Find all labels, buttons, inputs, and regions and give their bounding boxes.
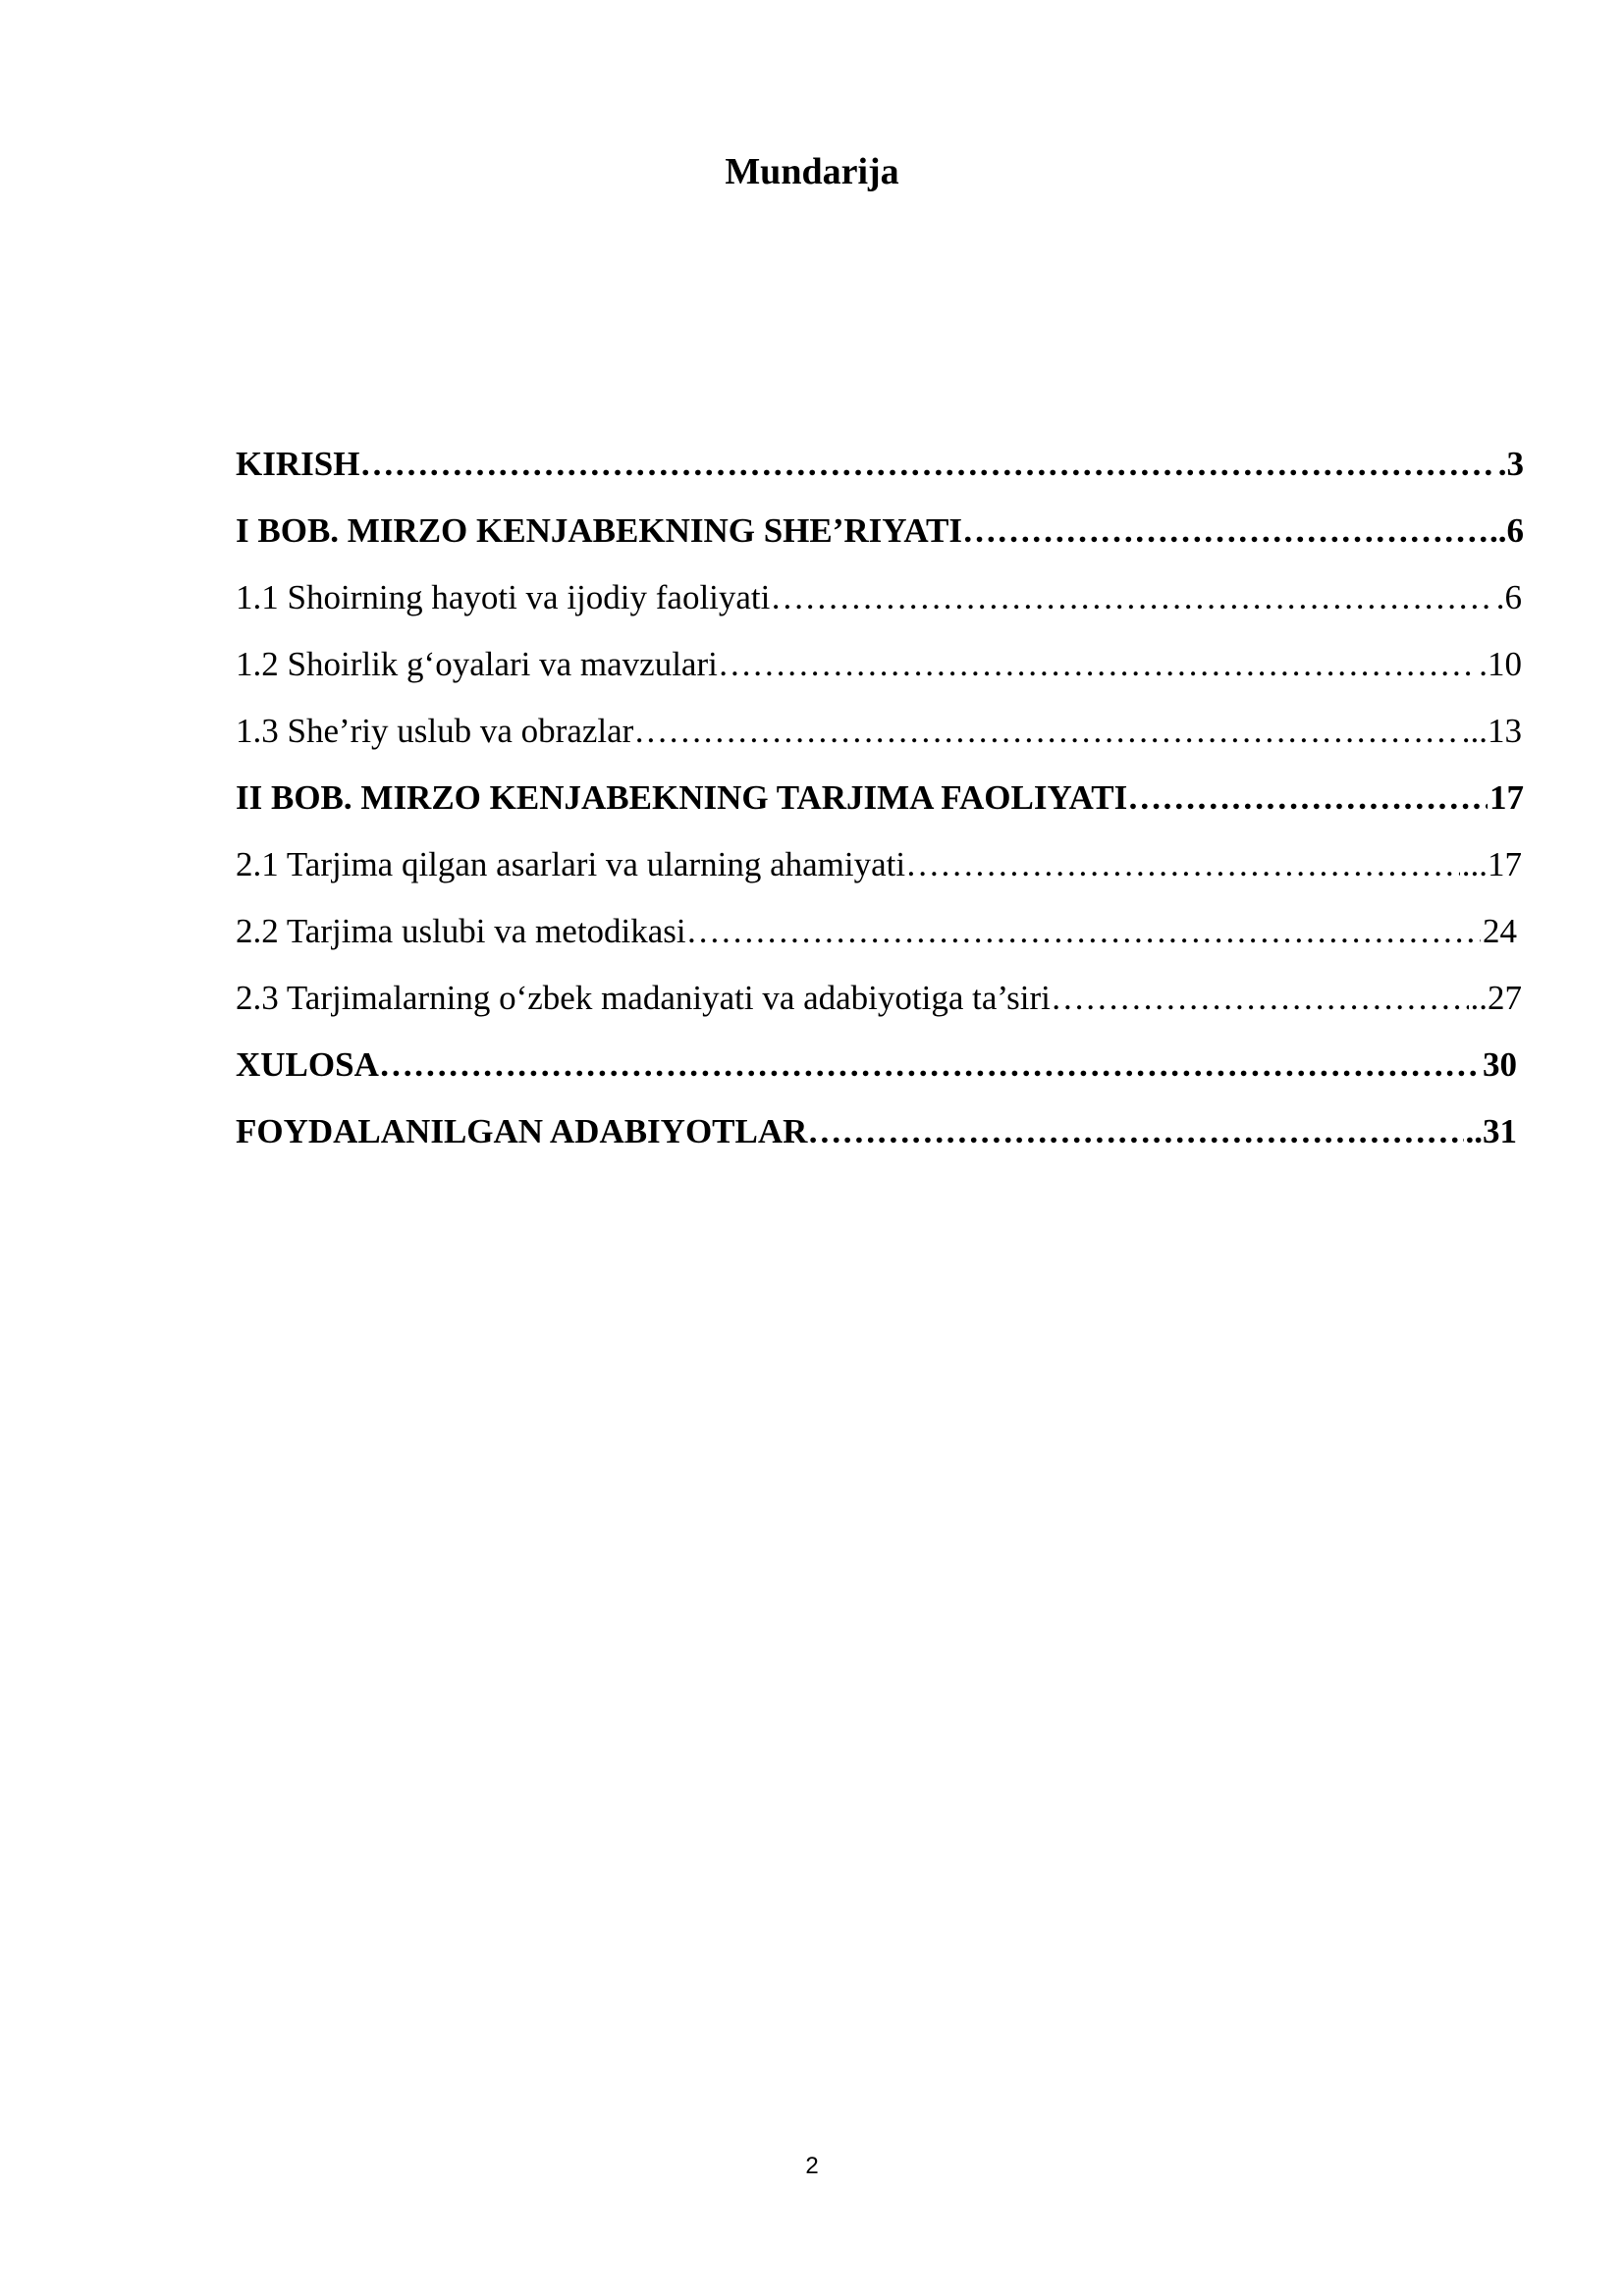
toc-entry-page: 30 xyxy=(1483,1045,1517,1084)
toc-entry-title: 2.3 Tarjimalarning o‘zbek madaniyati va adabiyotiga ta’siri xyxy=(236,979,1051,1017)
toc-entry-title: FOYDALANILGAN ADABIYOTLAR xyxy=(236,1112,808,1150)
toc-entry-section-2-3[interactable] xyxy=(236,974,1522,1041)
page-title: Mundarija xyxy=(725,151,899,192)
toc-dot-leader xyxy=(1127,774,1488,823)
toc-entry-title: 1.1 Shoirning hayoti va ijodiy faoliyati xyxy=(236,578,771,616)
toc-entry-xulosa[interactable] xyxy=(236,1041,1517,1107)
toc-entry-page: 17 xyxy=(1489,778,1524,817)
toc-dot-leader xyxy=(379,1041,1481,1090)
toc-entry-section-2-2[interactable] xyxy=(236,907,1517,974)
toc-entry-title: 1.3 She’riy uslub va obrazlar xyxy=(236,712,634,750)
toc-entry-page: .10 xyxy=(1479,645,1522,683)
toc-entry-section-1-1[interactable] xyxy=(236,573,1522,640)
toc-entry-page: ...13 xyxy=(1461,712,1522,750)
toc-entry-title: 2.1 Tarjima qilgan asarlari va ularning ahamiyati xyxy=(236,845,906,883)
toc-entry-page: .3 xyxy=(1497,445,1524,483)
toc-entry-title: 2.2 Tarjima uslubi va metodikasi xyxy=(236,912,686,950)
toc-dot-leader xyxy=(807,1107,1463,1156)
toc-entry-section-2-1[interactable] xyxy=(236,840,1522,907)
table-of-contents xyxy=(236,440,1522,1174)
toc-dot-leader xyxy=(770,573,1493,622)
toc-entry-title: KIRISH xyxy=(236,445,360,483)
toc-entry-title: XULOSA xyxy=(236,1045,379,1084)
toc-entry-chapter-2[interactable] xyxy=(236,774,1524,840)
toc-entry-page: .6 xyxy=(1495,578,1522,616)
toc-dot-leader xyxy=(905,840,1460,889)
toc-entry-page: 24 xyxy=(1483,912,1517,950)
toc-entry-title: 1.2 Shoirlik g‘oyalari va mavzulari xyxy=(236,645,718,683)
toc-entry-chapter-1[interactable] xyxy=(236,507,1524,573)
toc-dot-leader xyxy=(962,507,1488,556)
toc-entry-page: ..31 xyxy=(1465,1112,1517,1150)
toc-dot-leader xyxy=(1051,974,1469,1023)
toc-entry-page: ..6 xyxy=(1489,511,1524,550)
toc-dot-leader xyxy=(686,907,1481,956)
toc-entry-section-1-3[interactable] xyxy=(236,707,1522,774)
toc-dot-leader xyxy=(633,707,1459,756)
toc-dot-leader xyxy=(718,640,1477,689)
toc-entry-page: ..27 xyxy=(1470,979,1522,1017)
toc-entry-section-1-2[interactable] xyxy=(236,640,1522,707)
toc-dot-leader xyxy=(359,440,1495,489)
toc-entry-kirish[interactable] xyxy=(236,440,1524,507)
toc-entry-page: ...17 xyxy=(1461,845,1522,883)
toc-entry-title: II BOB. MIRZO KENJABEKNING TARJIMA FAOLIYATI xyxy=(236,778,1128,817)
toc-entry-adabiyotlar[interactable] xyxy=(236,1107,1517,1174)
toc-entry-title: I BOB. MIRZO KENJABEKNING SHE’RIYATI xyxy=(236,511,963,550)
page-number: 2 xyxy=(805,2153,819,2179)
